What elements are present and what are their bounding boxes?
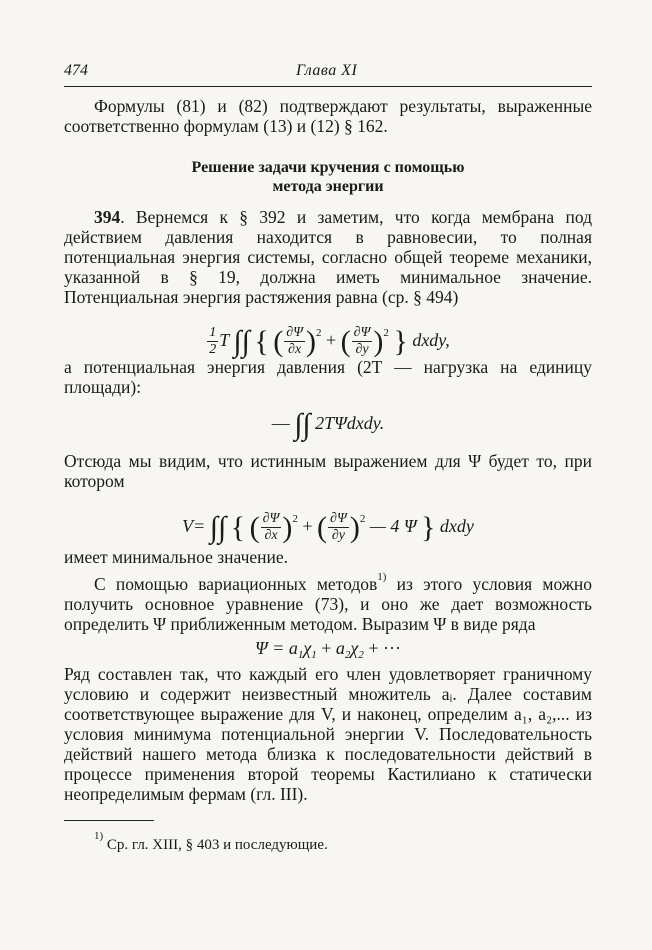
chi: χ — [303, 638, 312, 658]
footnote-mark: 1) — [94, 830, 104, 842]
rparen: ) — [305, 324, 316, 358]
left-brace: { — [230, 510, 246, 544]
formula-tail: dxdy, — [412, 330, 450, 350]
exponent: 2 — [292, 513, 298, 525]
paragraph-number: 394 — [94, 207, 121, 227]
frac-den: 2 — [209, 342, 217, 358]
chi: χ — [350, 638, 359, 658]
section-title — [64, 158, 592, 196]
formula-body: 2TΨdxdy. — [315, 413, 385, 433]
footnote-rule — [64, 820, 154, 821]
lparen: ( — [273, 324, 284, 358]
plus-sign: + — [302, 516, 313, 536]
subscript: 2 — [344, 649, 351, 661]
frac-den: ∂x — [264, 528, 278, 544]
fraction-dpsi-dy — [328, 512, 349, 543]
exponent: 2 — [383, 327, 389, 339]
formula-lhs: V= — [182, 516, 206, 536]
frac-num: ∂Ψ — [262, 511, 280, 527]
text-hence: Отсюда мы видим, что истинным выражением для Ψ будет то, при котором — [64, 451, 592, 491]
lparen: ( — [340, 324, 351, 358]
minus-sign: — — [271, 413, 290, 433]
footnote — [64, 827, 592, 854]
coef-a: a — [288, 638, 298, 658]
exponent: 2 — [359, 513, 366, 525]
intro-paragraph: Формулы (81) и (82) подтверждают результаты, выраженные соответственно формулам (13) и (12) § 162. — [64, 96, 592, 136]
double-integral: ∫∫ — [209, 510, 227, 544]
right-brace: } — [420, 510, 436, 544]
paragraph-series: Ряд составлен так, что каждый его член удовлетворяет граничному условию и содержит неизвестный множитель aᵢ. Далее составим соответствующее выражение для V, и наконец, определим a₁, a₂,... из условия минимума потенциальной энергии V. Последовательность действий нашего метода близка к последовательности действий в процессе применения второй теоремы Кастилиано к статически неопределимым фермам (гл. III). — [64, 664, 592, 804]
double-integral: ∫∫ — [233, 324, 250, 358]
frac-den: ∂y — [355, 342, 369, 358]
paragraph-394 — [64, 207, 592, 307]
lparen: ( — [317, 510, 328, 544]
book-page — [64, 62, 592, 854]
rparen: ) — [282, 510, 293, 544]
variational-text-start: С помощью вариационных методов — [94, 574, 378, 594]
formula-pressure-energy — [64, 405, 592, 441]
plus-sign: + — [316, 638, 336, 658]
frac-num: ∂Ψ — [286, 325, 303, 341]
text-pressure-energy: а потенциальная энергия давления (2T — нагрузка на единицу площади): — [64, 357, 592, 397]
header-rule — [64, 86, 592, 87]
text-minimum: имеет минимальное значение. — [64, 547, 289, 567]
formula-series — [64, 636, 592, 660]
exponent: 2 — [315, 327, 322, 339]
right-brace: } — [393, 324, 408, 358]
formula-tail: dxdy — [439, 516, 474, 536]
lparen: ( — [249, 510, 260, 544]
formula-lhs: Ψ = — [255, 638, 289, 658]
fraction-dpsi-dx — [284, 326, 305, 357]
chapter-title: Глава XI — [296, 62, 358, 79]
rparen: ) — [349, 510, 360, 544]
footnote-text: Ср. гл. XIII, § 403 и последующие. — [103, 837, 328, 853]
frac-den: ∂x — [288, 342, 302, 358]
fraction-dpsi-dx — [261, 512, 282, 543]
symbol-T: T — [219, 330, 229, 350]
variational-text-end: из этого условия можно получить основное уравнение (73), и оно же дает возможность определить Ψ приближенным методом. Выразим Ψ в виде ряда — [64, 574, 592, 634]
minus-term: — 4 Ψ — [369, 516, 417, 536]
page-number: 474 — [64, 62, 88, 79]
frac-num: ∂Ψ — [330, 511, 347, 527]
formula-total-energy — [64, 497, 592, 544]
frac-num: ∂Ψ — [353, 325, 371, 341]
double-integral: ∫∫ — [294, 407, 311, 441]
formula-strain-energy — [64, 313, 592, 358]
series-continuation: + ··· — [363, 638, 401, 658]
fraction-dpsi-dy — [352, 326, 373, 357]
left-brace: { — [254, 324, 269, 358]
frac-den: ∂y — [331, 528, 345, 544]
subscript: 1 — [297, 649, 304, 661]
paragraph-variational — [64, 567, 592, 634]
running-header — [64, 62, 592, 84]
subscript: 1 — [311, 649, 317, 661]
coef-a: a — [335, 638, 345, 658]
subscript: 2 — [358, 649, 364, 661]
section-title-line-2: метода энергии — [272, 178, 384, 195]
frac-num: 1 — [209, 325, 217, 341]
paragraph-394-text: . Вернемся к § 392 и заметим, что когда мембрана под действием давления находится в равновесии, то полная потенциальная энергия системы, согласно общей теореме механики, указанной в § 19, должна иметь минимальное значение. Потенциальная энергия растяжения равна (ср. § 494) — [64, 207, 592, 307]
plus-sign: + — [325, 330, 337, 350]
fraction-half — [207, 326, 218, 357]
rparen: ) — [373, 324, 384, 358]
section-title-line-1: Решение задачи кручения с помощью — [191, 159, 465, 176]
footnote-reference[interactable]: 1) — [377, 571, 387, 583]
